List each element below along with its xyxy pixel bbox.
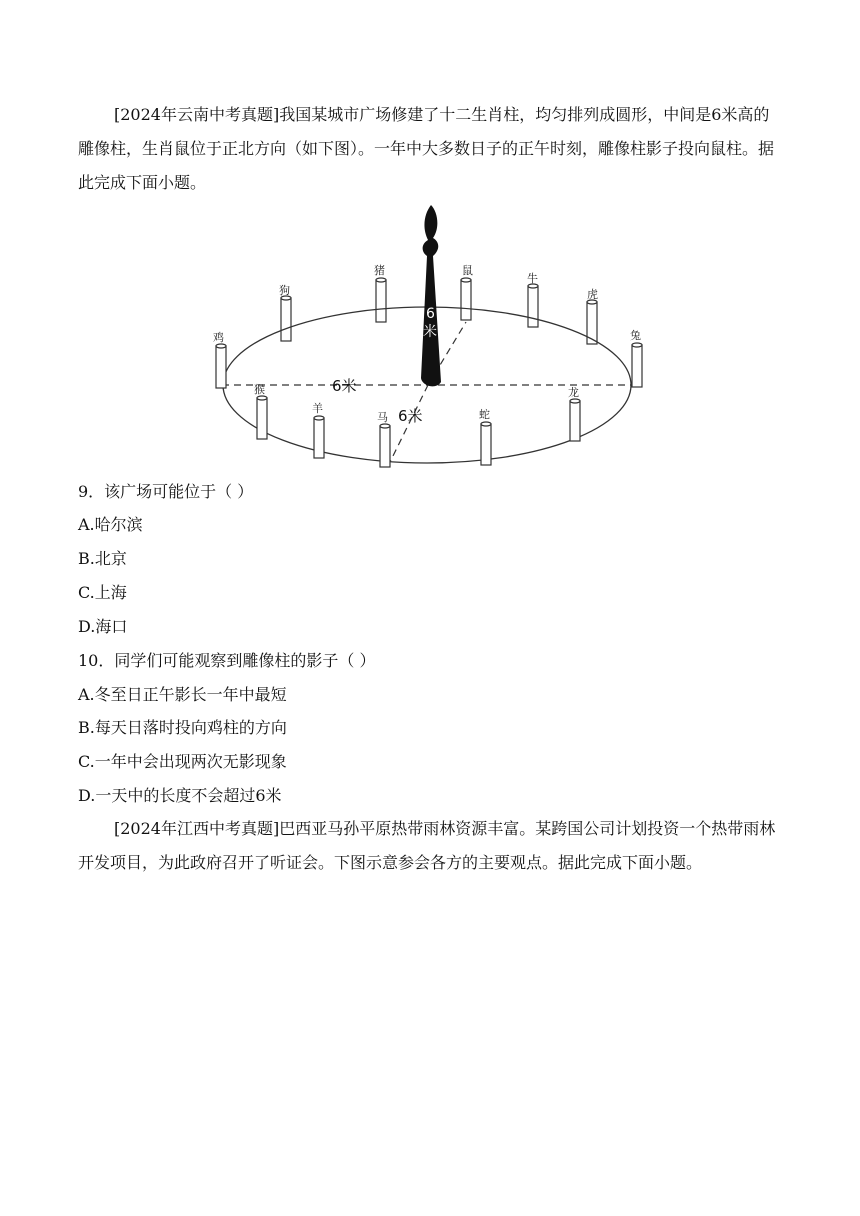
label-rabbit: 兔 <box>630 329 641 342</box>
pillar-dragon <box>570 399 580 441</box>
label-snake: 蛇 <box>479 408 490 421</box>
label-tiger: 虎 <box>587 288 598 301</box>
pillar-monkey <box>257 396 267 439</box>
pillar-rooster <box>216 344 226 388</box>
label-monkey: 猴 <box>254 383 265 396</box>
q9-option-a[interactable]: A.哈尔滨 <box>78 515 143 534</box>
back-pillars <box>281 278 597 344</box>
label-horse: 马 <box>377 411 388 424</box>
statue-column <box>421 205 441 386</box>
label-rooster: 鸡 <box>213 331 224 344</box>
height-unit: 米 <box>423 324 437 340</box>
zodiac-plaza-diagram <box>200 200 650 472</box>
radius-label-horizontal: 6米 <box>332 377 357 395</box>
q9-option-b[interactable]: B.北京 <box>78 549 127 568</box>
zodiac-plaza-figure <box>200 200 650 476</box>
pillar-dog <box>281 296 291 341</box>
pillar-snake <box>481 422 491 465</box>
pillar-rabbit <box>632 343 642 387</box>
q10-option-c[interactable]: C.一年中会出现两次无影现象 <box>78 752 287 771</box>
label-dragon: 龙 <box>568 386 579 399</box>
height-number: 6 <box>426 306 435 322</box>
q10-option-d[interactable]: D.一天中的长度不会超过6米 <box>78 786 282 805</box>
q10-option-b[interactable]: B.每天日落时投向鸡柱的方向 <box>78 718 287 737</box>
label-goat: 羊 <box>312 402 323 415</box>
q10-option-a[interactable]: A.冬至日正午影长一年中最短 <box>78 685 287 704</box>
pillar-rat <box>461 278 471 320</box>
label-dog: 狗 <box>279 284 290 297</box>
label-rat: 鼠 <box>462 264 473 277</box>
label-pig: 猪 <box>374 264 385 277</box>
pillar-ox <box>528 284 538 327</box>
q9-stem: 9．该广场可能位于（ ） <box>78 482 254 501</box>
q9-option-d[interactable]: D.海口 <box>78 617 128 636</box>
q10-stem: 10．同学们可能观察到雕像柱的影子（ ） <box>78 651 376 670</box>
intro-paragraph-2: [2024年江西中考真题]巴西亚马孙平原热带雨林资源丰富。某跨国公司计划投资一个热带雨林开发项目，为此政府召开了听证会。下图示意参会各方的主要观点。据此完成下面小题。 <box>78 819 776 872</box>
pillar-pig <box>376 278 386 322</box>
q9-option-c[interactable]: C.上海 <box>78 583 127 602</box>
intro-paragraph-1: [2024年云南中考真题]我国某城市广场修建了十二生肖柱，均匀排列成圆形，中间是6米高的雕像柱，生肖鼠位于正北方向（如下图）。一年中大多数日子的正午时刻，雕像柱影子投向鼠柱。据此完成下面小题。 <box>78 105 775 192</box>
pillar-goat <box>314 416 324 458</box>
radius-label-diagonal: 6米 <box>398 407 423 425</box>
pillar-horse <box>380 424 390 467</box>
label-ox: 牛 <box>527 272 538 285</box>
